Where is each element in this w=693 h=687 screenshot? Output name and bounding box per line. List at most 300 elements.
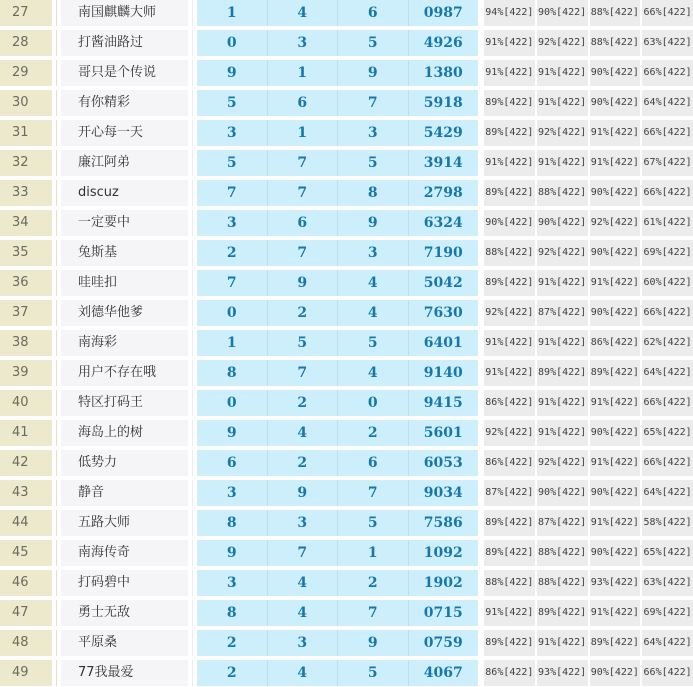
stat-cell: 69%[422] [642,600,693,626]
stat-cell: 91%[422] [590,150,641,176]
table-row [0,300,693,326]
stat-cell: 88%[422] [537,180,588,206]
code-cell: 7190 [408,240,479,266]
stat-cells [484,420,693,446]
digit-cell: 2 [226,665,237,681]
stat-cell: 66%[422] [642,0,693,26]
column-divider [52,210,61,236]
digit-cell: 2 [267,300,338,326]
digit-cell: 3 [337,120,408,146]
username-cell: 南海传奇 [61,540,188,566]
stat-cell: 89%[422] [537,360,588,386]
value-cells [197,360,478,386]
digit-cell: 4 [337,270,408,296]
code-cell: 5042 [408,270,479,296]
column-divider [188,330,197,356]
digit-cell: 2 [226,635,237,651]
stat-cell: 91%[422] [590,270,641,296]
column-divider [188,60,197,86]
value-cells [197,630,478,656]
digit-cell: 3 [226,125,237,141]
username-cell: 有你精彩 [61,90,188,116]
stat-cell: 63%[422] [642,570,693,596]
column-divider [52,630,61,656]
column-divider [188,570,197,596]
stat-cell: 67%[422] [642,150,693,176]
stat-cells [484,120,693,146]
table-row [0,0,693,26]
column-divider [188,30,197,56]
stat-cells [484,330,693,356]
stat-cell: 92%[422] [590,210,641,236]
digit-cell: 9 [226,545,237,561]
digit-cell: 5 [337,150,408,176]
value-cells [197,90,478,116]
stat-cell: 88%[422] [537,540,588,566]
digit-cell: 7 [267,240,338,266]
value-cells [197,330,478,356]
stat-cells [484,360,693,386]
stat-cell: 91%[422] [590,600,641,626]
code-cell: 5429 [408,120,479,146]
code-cell: 4926 [408,30,479,56]
stat-cells [484,630,693,656]
digit-cell: 1 [226,335,237,351]
stat-cell: 60%[422] [642,270,693,296]
digit-cell: 7 [267,150,338,176]
table-row [0,450,693,476]
rank-cell: 41 [0,420,52,446]
stat-cell: 90%[422] [590,60,641,86]
digit-cell: 6 [226,455,237,471]
stat-cell: 69%[422] [642,240,693,266]
stat-cell: 91%[422] [537,270,588,296]
stat-cell: 88%[422] [484,570,535,596]
code-cell: 5918 [408,90,479,116]
stat-cell: 90%[422] [590,180,641,206]
stat-cells [484,270,693,296]
digit-cell: 1 [267,120,338,146]
stat-cells [484,180,693,206]
stat-cells [484,60,693,86]
table-row [0,30,693,56]
rank-cell: 29 [0,60,52,86]
column-divider [188,600,197,626]
rank-cell: 39 [0,360,52,386]
table-row [0,510,693,536]
rank-cell: 43 [0,480,52,506]
username-cell: 平原桑 [61,630,188,656]
stat-cell: 91%[422] [537,420,588,446]
digit-cell: 5 [267,330,338,356]
stat-cell: 89%[422] [484,540,535,566]
stat-cell: 89%[422] [484,90,535,116]
digit-cell: 4 [337,300,408,326]
digit-cell: 8 [226,515,237,531]
code-cell: 5601 [408,420,479,446]
stat-cell: 87%[422] [484,480,535,506]
digit-cell: 3 [267,30,338,56]
value-cells [197,570,478,596]
username-cell: 低势力 [61,450,188,476]
table-row [0,240,693,266]
column-divider [188,360,197,386]
code-cell: 4067 [408,660,479,686]
column-divider [188,630,197,656]
column-divider [188,0,197,26]
stat-cell: 90%[422] [537,480,588,506]
digit-cell: 0 [337,390,408,416]
code-cell: 6053 [408,450,479,476]
rank-cell: 28 [0,30,52,56]
table-row [0,180,693,206]
stat-cell: 93%[422] [590,570,641,596]
digit-cell: 8 [337,180,408,206]
username-cell: 哇哇扣 [61,270,188,296]
column-divider [188,90,197,116]
stat-cells [484,390,693,416]
stat-cell: 88%[422] [590,30,641,56]
code-cell: 1902 [408,570,479,596]
rank-cell: 49 [0,660,52,686]
digit-cell: 5 [226,95,237,111]
value-cells [197,450,478,476]
digit-cell: 2 [337,570,408,596]
column-divider [52,120,61,146]
digit-cell: 4 [267,0,338,26]
table-row [0,360,693,386]
stat-cells [484,0,693,26]
table-row [0,120,693,146]
digit-cell: 9 [337,210,408,236]
stat-cell: 64%[422] [642,480,693,506]
stat-cell: 91%[422] [484,30,535,56]
rank-cell: 27 [0,0,52,26]
column-divider [188,270,197,296]
stat-cell: 64%[422] [642,630,693,656]
rank-cell: 47 [0,600,52,626]
column-divider [52,390,61,416]
table-row [0,150,693,176]
digit-cell: 3 [226,485,237,501]
digit-cell: 2 [267,450,338,476]
column-divider [52,0,61,26]
username-cell: 刘德华他爹 [61,300,188,326]
column-divider [188,510,197,536]
column-divider [52,600,61,626]
stat-cell: 87%[422] [537,510,588,536]
username-cell: 南国麒麟大师 [61,0,188,26]
username-cell: 海岛上的树 [61,420,188,446]
stat-cell: 61%[422] [642,210,693,236]
stat-cell: 91%[422] [484,60,535,86]
digit-cell: 0 [226,395,237,411]
value-cells [197,0,478,26]
digit-cell: 2 [337,420,408,446]
stat-cell: 89%[422] [484,630,535,656]
stat-cells [484,570,693,596]
rank-cell: 32 [0,150,52,176]
digit-cell: 0 [226,35,237,51]
column-divider [52,540,61,566]
stat-cell: 92%[422] [484,300,535,326]
digit-cell: 7 [337,480,408,506]
code-cell: 7586 [408,510,479,536]
digit-cell: 3 [267,630,338,656]
stat-cell: 89%[422] [590,360,641,386]
column-divider [188,420,197,446]
stat-cell: 89%[422] [484,120,535,146]
stat-cell: 90%[422] [537,0,588,26]
stat-cells [484,480,693,506]
rank-cell: 33 [0,180,52,206]
stat-cell: 92%[422] [537,30,588,56]
code-cell: 1380 [408,60,479,86]
stat-cells [484,30,693,56]
value-cells [197,660,478,686]
stat-cell: 89%[422] [484,270,535,296]
username-cell: 静音 [61,480,188,506]
digit-cell: 7 [337,90,408,116]
table-row [0,480,693,506]
code-cell: 9140 [408,360,479,386]
code-cell: 2798 [408,180,479,206]
username-cell: 南海彩 [61,330,188,356]
username-cell: 兔斯基 [61,240,188,266]
digit-cell: 7 [267,180,338,206]
stat-cells [484,90,693,116]
rank-cell: 37 [0,300,52,326]
rank-cell: 34 [0,210,52,236]
column-divider [188,300,197,326]
column-divider [52,60,61,86]
username-cell: discuz [61,180,188,206]
table-row [0,660,693,686]
digit-cell: 5 [337,660,408,686]
value-cells [197,390,478,416]
code-cell: 6324 [408,210,479,236]
stat-cells [484,540,693,566]
value-cells [197,180,478,206]
column-divider [52,420,61,446]
code-cell: 0759 [408,630,479,656]
table-row [0,570,693,596]
stat-cells [484,600,693,626]
stat-cell: 92%[422] [537,240,588,266]
digit-cell: 4 [267,660,338,686]
stat-cell: 90%[422] [590,300,641,326]
digit-cell: 4 [337,360,408,386]
column-divider [52,180,61,206]
digit-cell: 9 [337,630,408,656]
stat-cell: 89%[422] [537,600,588,626]
value-cells [197,120,478,146]
column-divider [188,150,197,176]
digit-cell: 3 [267,510,338,536]
rank-cell: 45 [0,540,52,566]
username-cell: 哥只是个传说 [61,60,188,86]
stat-cell: 88%[422] [590,0,641,26]
value-cells [197,60,478,86]
stat-cell: 91%[422] [484,360,535,386]
code-cell: 0715 [408,600,479,626]
column-divider [52,240,61,266]
username-cell: 特区打码王 [61,390,188,416]
stat-cell: 66%[422] [642,300,693,326]
stat-cells [484,660,693,686]
column-divider [188,480,197,506]
code-cell: 1092 [408,540,479,566]
digit-cell: 7 [226,275,237,291]
column-divider [52,270,61,296]
stat-cell: 87%[422] [537,300,588,326]
code-cell: 3914 [408,150,479,176]
code-cell: 9415 [408,390,479,416]
stat-cell: 65%[422] [642,540,693,566]
table-row [0,600,693,626]
username-cell: 77我最爱 [61,660,188,686]
stat-cells [484,450,693,476]
digit-cell: 5 [226,155,237,171]
username-cell: 打酱油路过 [61,30,188,56]
table-row [0,330,693,356]
rank-cell: 30 [0,90,52,116]
column-divider [188,540,197,566]
stat-cell: 65%[422] [642,420,693,446]
stat-cell: 86%[422] [484,450,535,476]
digit-cell: 8 [226,365,237,381]
code-cell: 6401 [408,330,479,356]
username-cell: 开心每一天 [61,120,188,146]
digit-cell: 2 [226,245,237,261]
column-divider [52,480,61,506]
stat-cell: 86%[422] [484,660,535,686]
username-cell: 廉江阿弟 [61,150,188,176]
code-cell: 9034 [408,480,479,506]
table-row [0,210,693,236]
stat-cell: 91%[422] [537,60,588,86]
stat-cell: 93%[422] [537,660,588,686]
value-cells [197,540,478,566]
value-cells [197,150,478,176]
digit-cell: 1 [267,60,338,86]
rank-cell: 46 [0,570,52,596]
code-cell: 0987 [408,0,479,26]
stat-cell: 90%[422] [590,660,641,686]
stat-cell: 90%[422] [590,90,641,116]
stat-cell: 66%[422] [642,60,693,86]
table-row [0,390,693,416]
stat-cell: 91%[422] [590,450,641,476]
stat-cell: 90%[422] [590,420,641,446]
table-row [0,420,693,446]
rank-cell: 36 [0,270,52,296]
digit-cell: 9 [267,270,338,296]
digit-cell: 3 [226,215,237,231]
stat-cell: 92%[422] [537,450,588,476]
stat-cell: 91%[422] [537,390,588,416]
stat-cell: 91%[422] [590,120,641,146]
stat-cell: 66%[422] [642,180,693,206]
stat-cell: 58%[422] [642,510,693,536]
digit-cell: 1 [226,5,237,21]
stat-cell: 90%[422] [590,480,641,506]
stat-cell: 66%[422] [642,120,693,146]
column-divider [188,240,197,266]
digit-cell: 9 [226,65,237,81]
stat-cell: 91%[422] [537,90,588,116]
column-divider [52,30,61,56]
stat-cell: 90%[422] [590,240,641,266]
username-cell: 用户不存在哦 [61,360,188,386]
stat-cell: 64%[422] [642,90,693,116]
stat-cell: 94%[422] [484,0,535,26]
stat-cells [484,240,693,266]
code-cell: 7630 [408,300,479,326]
rank-cell: 40 [0,390,52,416]
digit-cell: 4 [267,600,338,626]
digit-cell: 6 [337,0,408,26]
value-cells [197,480,478,506]
stat-cell: 89%[422] [590,630,641,656]
stat-cell: 86%[422] [484,390,535,416]
digit-cell: 9 [267,480,338,506]
rank-cell: 35 [0,240,52,266]
table-row [0,270,693,296]
stat-cell: 91%[422] [537,330,588,356]
stat-cell: 86%[422] [590,330,641,356]
digit-cell: 4 [267,570,338,596]
stat-cell: 90%[422] [537,210,588,236]
column-divider [52,360,61,386]
table-row [0,630,693,656]
value-cells [197,30,478,56]
column-divider [52,510,61,536]
stat-cells [484,210,693,236]
digit-cell: 7 [337,600,408,626]
stat-cell: 91%[422] [590,390,641,416]
stat-cell: 91%[422] [484,330,535,356]
stat-cell: 66%[422] [642,390,693,416]
stat-cells [484,300,693,326]
column-divider [188,390,197,416]
column-divider [52,150,61,176]
value-cells [197,210,478,236]
digit-cell: 6 [267,210,338,236]
table-row [0,90,693,116]
stat-cell: 91%[422] [537,630,588,656]
stat-cell: 89%[422] [484,180,535,206]
value-cells [197,420,478,446]
stat-cell: 90%[422] [484,210,535,236]
stat-cell: 91%[422] [484,150,535,176]
digit-cell: 5 [337,510,408,536]
stat-cell: 90%[422] [590,540,641,566]
column-divider [188,180,197,206]
rank-cell: 38 [0,330,52,356]
digit-cell: 0 [226,305,237,321]
stat-cells [484,150,693,176]
digit-cell: 2 [267,390,338,416]
stat-cell: 92%[422] [484,420,535,446]
rank-cell: 42 [0,450,52,476]
rank-cell: 31 [0,120,52,146]
username-cell: 打码碧中 [61,570,188,596]
digit-cell: 5 [337,30,408,56]
digit-cell: 1 [337,540,408,566]
column-divider [188,450,197,476]
value-cells [197,600,478,626]
